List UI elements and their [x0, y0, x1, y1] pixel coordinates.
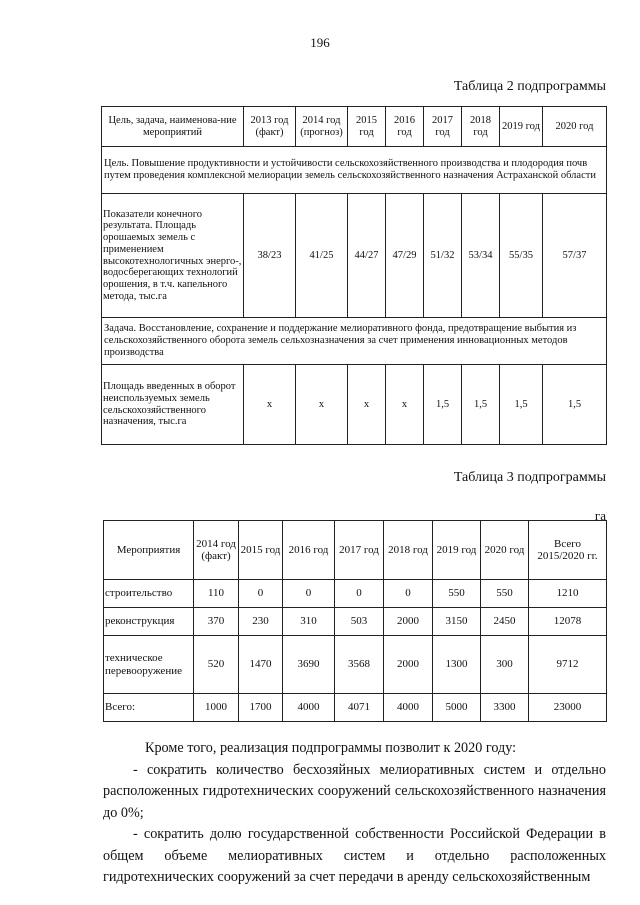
table-cell: 3690 — [283, 636, 335, 694]
table-cell: 3150 — [433, 608, 481, 636]
table-cell: 4000 — [283, 694, 335, 722]
table-cell: 1,5 — [543, 365, 607, 445]
table-cell: 2000 — [384, 636, 433, 694]
table-header-row — [104, 521, 607, 580]
table-row — [104, 580, 607, 608]
column-header: 2020 год — [543, 107, 607, 147]
table-cell: 1,5 — [424, 365, 462, 445]
table-header-row — [102, 107, 607, 147]
paragraph: - сократить долю государственной собственности Российской Федерации в общем объеме мелиоративных систем и отдельно расположенных гидротехнических сооружений за счет передачи в аренду сельскохозяйственным — [103, 826, 606, 885]
table-row — [102, 194, 607, 318]
table-cell: 47/29 — [386, 194, 424, 318]
table-cell: 38/23 — [244, 194, 296, 318]
column-header: 2018 год — [462, 107, 500, 147]
column-header: 2016 год — [386, 107, 424, 147]
table-cell: 550 — [433, 580, 481, 608]
table-cell: 53/34 — [462, 194, 500, 318]
table-cell: 4071 — [335, 694, 384, 722]
measures-table — [103, 520, 607, 722]
body-text — [103, 738, 606, 889]
table-cell: 44/27 — [348, 194, 386, 318]
table-row — [102, 365, 607, 445]
table-cell: 370 — [194, 608, 239, 636]
table-cell: 110 — [194, 580, 239, 608]
table-cell: 23000 — [529, 694, 607, 722]
table-cell: 503 — [335, 608, 384, 636]
table-cell: 12078 — [529, 608, 607, 636]
column-header: Всего 2015/2020 гг. — [529, 521, 607, 580]
table-cell: 1,5 — [462, 365, 500, 445]
column-header: 2020 год — [481, 521, 529, 580]
table-cell: 0 — [283, 580, 335, 608]
column-header: 2013 год (факт) — [244, 107, 296, 147]
table-cell: 520 — [194, 636, 239, 694]
table-cell: 0 — [335, 580, 384, 608]
goal-text: Цель. Повышение продуктивности и устойчивости сельскохозяйственного производства и плодородия почв путем проведения комплексной мелиорации земель сельскохозяйственного назначения Астраханской области — [102, 147, 607, 194]
table-cell: x — [244, 365, 296, 445]
table-row — [104, 608, 607, 636]
table-cell: 51/32 — [424, 194, 462, 318]
table-cell: 1700 — [239, 694, 283, 722]
table-cell: x — [348, 365, 386, 445]
paragraph: - сократить количество бесхозяйных мелиоративных систем и отдельно расположенных гидротехнических сооружений сельскохозяйственного назначения до 0%; — [103, 761, 606, 821]
table-total-row — [104, 694, 607, 722]
task-row — [102, 318, 607, 365]
column-header: 2017 год — [424, 107, 462, 147]
unit-label: га — [594, 508, 606, 523]
row-label: реконструкция — [104, 608, 194, 636]
column-header: 2016 год — [283, 521, 335, 580]
table-cell: 9712 — [529, 636, 607, 694]
row-label: строительство — [104, 580, 194, 608]
column-header: 2017 год — [335, 521, 384, 580]
table-cell: 1210 — [529, 580, 607, 608]
column-header: Мероприятия — [104, 521, 194, 580]
table-cell: 0 — [239, 580, 283, 608]
table-cell: 310 — [283, 608, 335, 636]
table-cell: 4000 — [384, 694, 433, 722]
table-cell: 41/25 — [296, 194, 348, 318]
table-cell: 5000 — [433, 694, 481, 722]
column-header: 2014 год (факт) — [194, 521, 239, 580]
column-header: Цель, задача, наименова-ние мероприятий — [102, 107, 244, 147]
column-header: 2019 год — [500, 107, 543, 147]
table-cell: 1,5 — [500, 365, 543, 445]
table-cell: 57/37 — [543, 194, 607, 318]
paragraph: Кроме того, реализация подпрограммы позволит к 2020 году: — [145, 740, 517, 756]
table-cell: 550 — [481, 580, 529, 608]
table-cell: 0 — [384, 580, 433, 608]
goal-row — [102, 147, 607, 194]
table-row — [104, 636, 607, 694]
table-cell: 3568 — [335, 636, 384, 694]
table-cell: 1470 — [239, 636, 283, 694]
column-header: 2015 год — [348, 107, 386, 147]
table3-caption: Таблица 3 подпрограммы — [453, 470, 606, 485]
page-number: 196 — [310, 35, 330, 50]
table-cell: 2000 — [384, 608, 433, 636]
table2-caption: Таблица 2 подпрограммы — [453, 79, 606, 94]
column-header: 2015 год — [239, 521, 283, 580]
task-text: Задача. Восстановление, сохранение и поддержание мелиоративного фонда, предотвращение выбытия из сельскохозяйственного оборота земель сельхозназначения за счет применения инновационных методов производства — [102, 318, 607, 365]
table-cell: 230 — [239, 608, 283, 636]
row-label: техническое перевооружение — [104, 636, 194, 694]
table-cell: 300 — [481, 636, 529, 694]
table-cell: x — [296, 365, 348, 445]
table-cell: 2450 — [481, 608, 529, 636]
table-cell: 55/35 — [500, 194, 543, 318]
column-header: 2014 год (прогноз) — [296, 107, 348, 147]
table-cell: 1300 — [433, 636, 481, 694]
row-label: Показатели конечного результата. Площадь орошаемых земель с применением высокотехнологичных энерго-, водосберегающих технологий орошения, в т.ч. капельного метода, тыс.га — [102, 194, 244, 318]
column-header: 2018 год — [384, 521, 433, 580]
table-cell: 3300 — [481, 694, 529, 722]
column-header: 2019 год — [433, 521, 481, 580]
row-label: Площадь введенных в оборот неиспользуемых земель сельскохозяйственного назначения, тыс.га — [102, 365, 244, 445]
table-cell: x — [386, 365, 424, 445]
row-label: Всего: — [104, 694, 194, 722]
table-cell: 1000 — [194, 694, 239, 722]
indicators-table — [101, 106, 607, 445]
